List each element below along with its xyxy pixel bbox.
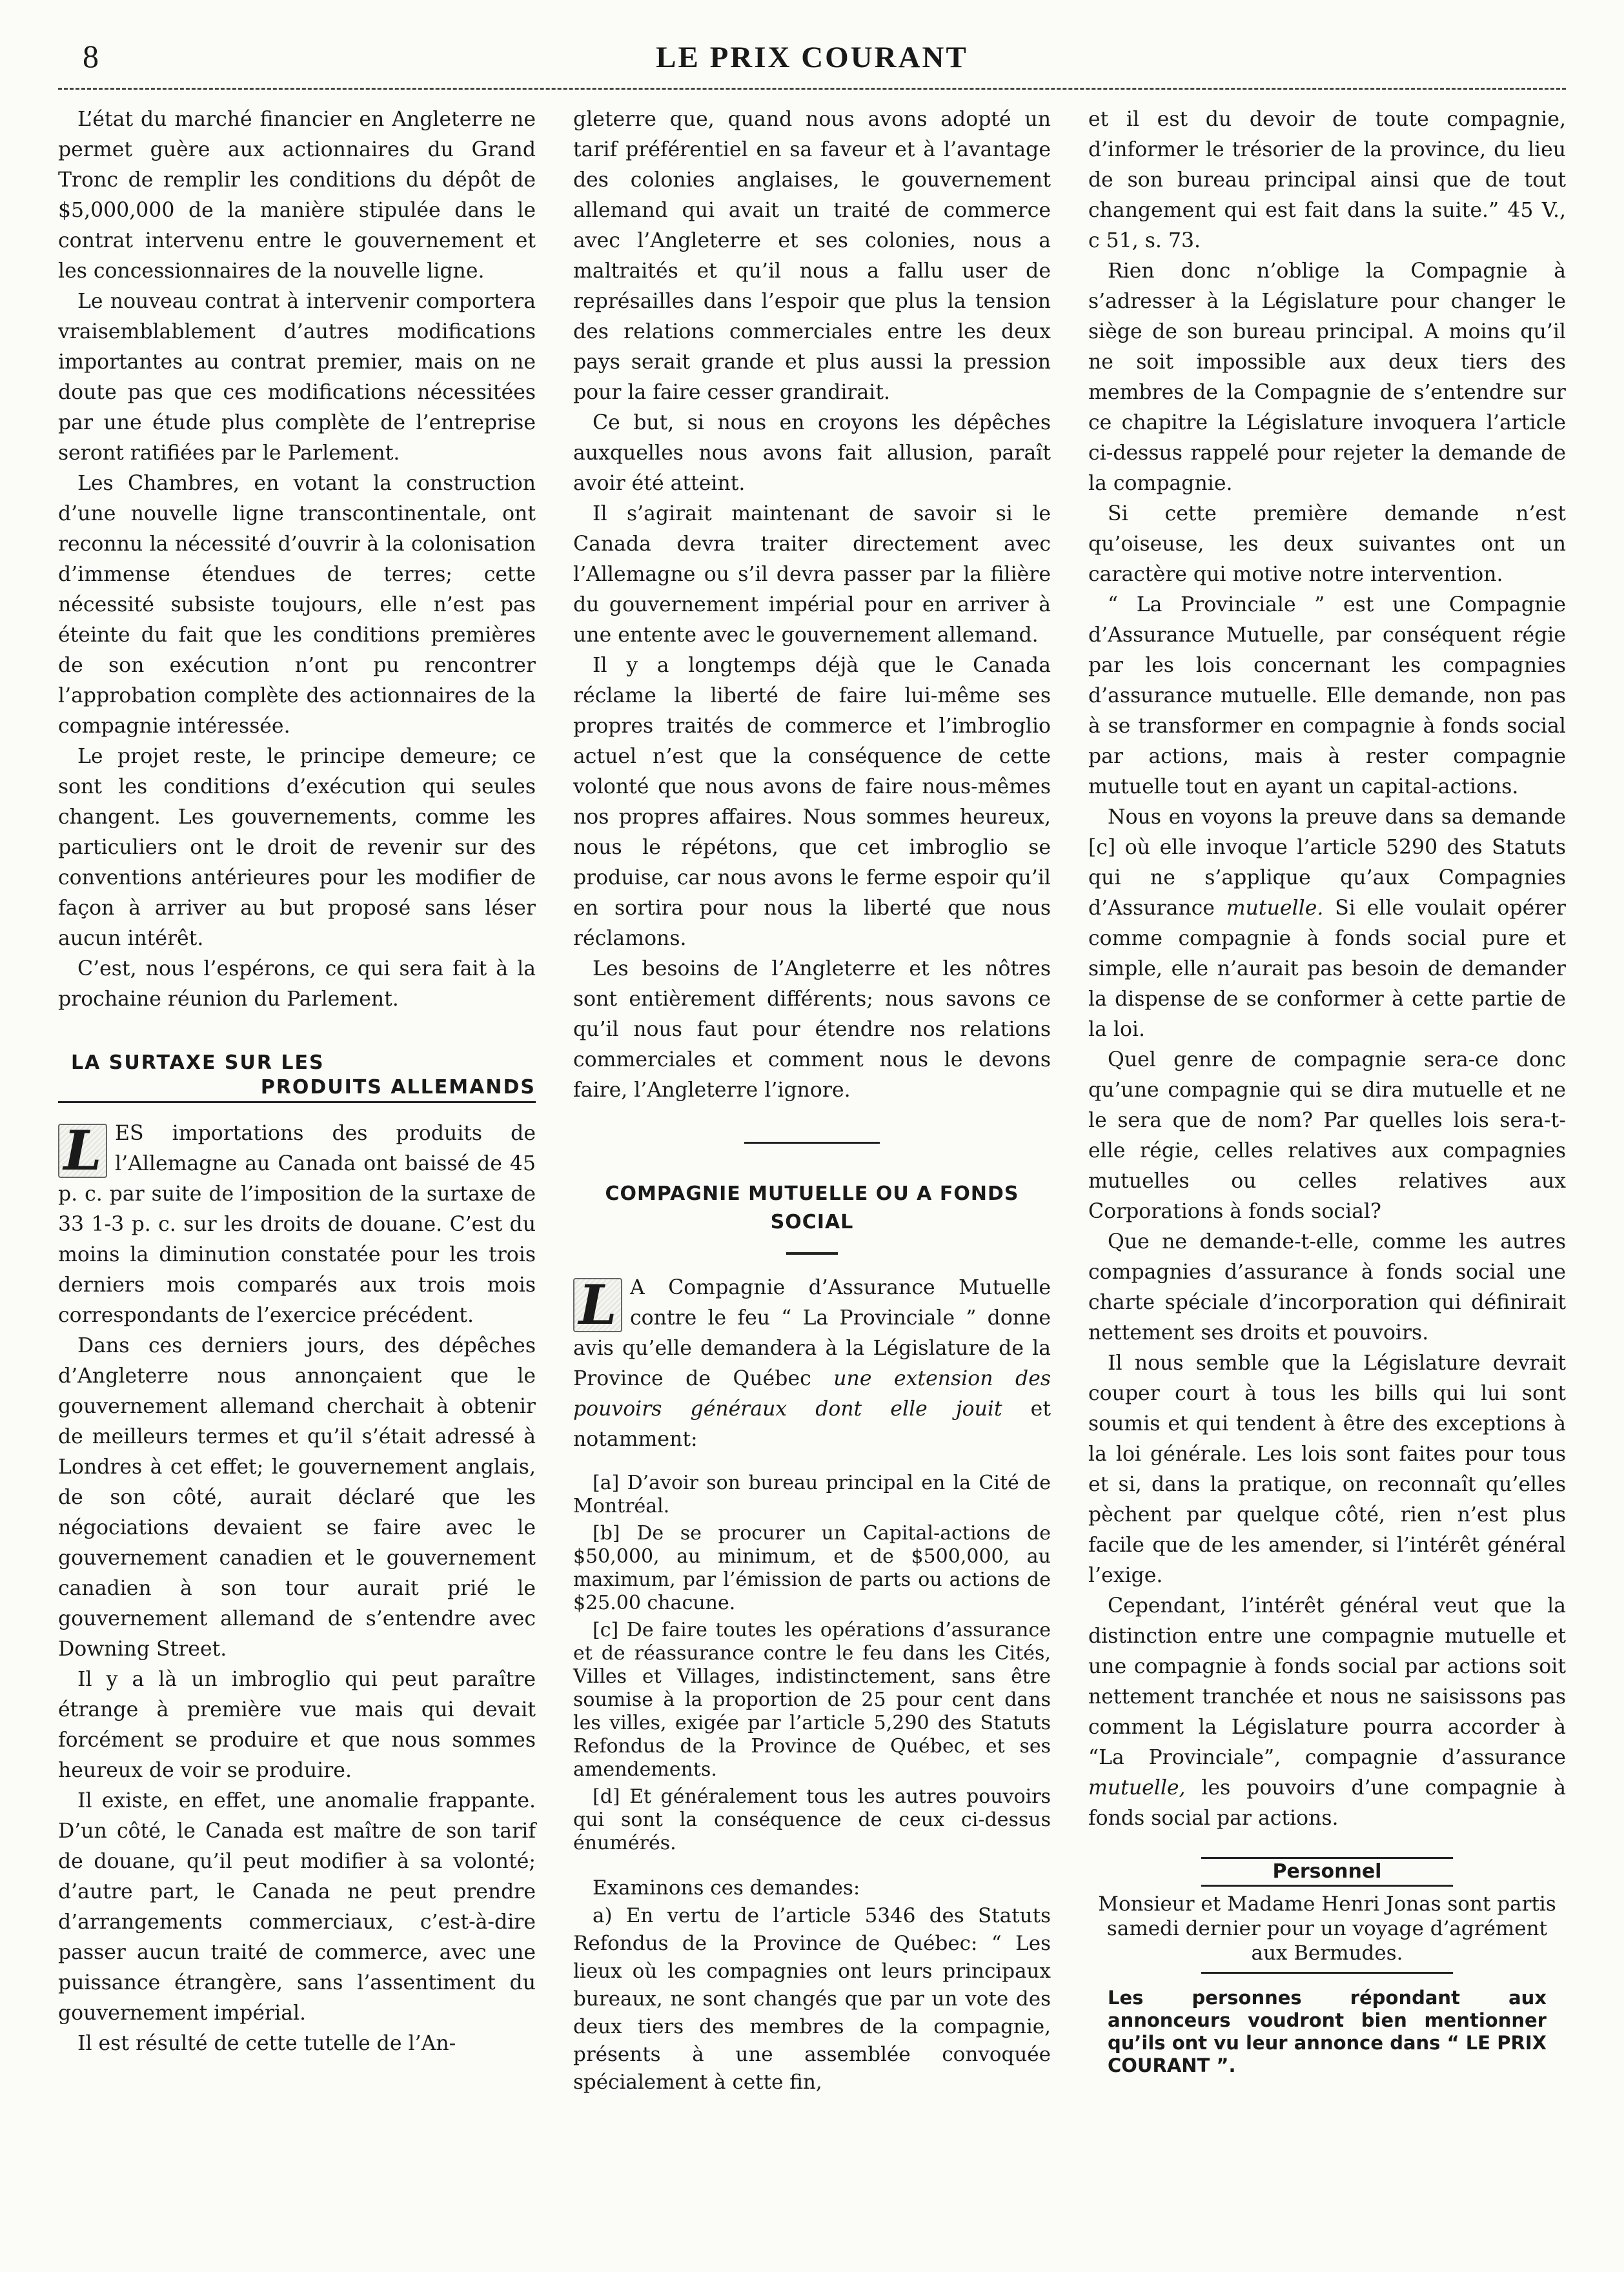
paragraph-text: Si elle voulait opérer comme compagnie à fonds social pure et simple, elle n’aurait pas besoin de demander la dispense de se conformer à cette partie de la loi.	[1088, 897, 1566, 1041]
page-number: 8	[83, 38, 99, 74]
paragraph-italic: mutuelle.	[1226, 897, 1324, 920]
paragraph: a) En vertu de l’article 5346 des Statuts Refondus de la Province de Québec: “ Les lieux où les compagnies ont leurs principaux bureaux, ne sont changés que par un vote des deux tiers des membres de la compagnie, présents à une assemblée convoquée spécialement à cette fin,	[573, 1904, 1051, 2094]
section-title-line: COMPAGNIE MUTUELLE OU A FONDS	[605, 1182, 1019, 1205]
paragraph: “ La Provinciale ” est une Compagnie d’Assurance Mutuelle, par conséquent régie par les lois concernant les compagnies d’assurance mutuelle. Elle demande, non pas à se transformer en compagnie à fonds social par actions, mais à rester compagnie mutuelle tout en ayant un capital-actions.	[1088, 593, 1566, 798]
drop-cap: L	[573, 1278, 622, 1332]
section-title-line: PRODUITS ALLEMANDS	[58, 1075, 536, 1103]
paragraph: Il y a là un imbroglio qui peut paraître étrange à première vue mais qui devait forcément se produire et que nous sommes heureux de voir se produire.	[58, 1668, 536, 1782]
paragraph: C’est, nous l’espérons, ce qui sera fait à la prochaine réunion du Parlement.	[58, 957, 536, 1011]
section-divider	[744, 1142, 880, 1144]
paragraph: Il nous semble que la Législature devrait couper court à tous les bills qui lui sont soumis et qui tendent à être des exceptions à la loi générale. Les lois sont faites pour tous et si, dans la pratique, on reconnaît qu’elles pèchent par quelque côté, rien n’est plus facile que de les amender, si l’intérêt général l’exige.	[1088, 1352, 1566, 1587]
paragraph: Quel genre de compagnie sera-ce donc qu’une compagnie qui se dira mutuelle et ne le sera que de nom? Par quelles lois sera-t-elle régie, celles relatives aux compagnies mutuelles ou celles relatives aux Corporations à fonds social?	[1088, 1048, 1566, 1223]
paragraph: Les Chambres, en votant la construction d’une nouvelle ligne transcontinentale, ont reconnu la nécessité d’ouvrir à la colonisation d’immense étendues de terres; cette nécessité subsiste toujours, elle n’est pas éteinte du fait que les conditions premières de son exécution n’ont pu rencontrer l’approbation complète des actionnaires de la compagnie intéressée.	[58, 472, 536, 738]
title-rule	[786, 1252, 838, 1255]
list-item: [d] Et généralement tous les autres pouvoirs qui sont la conséquence de ceux ci-dessus énumérés.	[573, 1785, 1051, 1854]
running-title: LE PRIX COURANT	[656, 41, 968, 74]
paragraph: Si cette première demande n’est qu’oiseuse, les deux suivantes ont un caractère qui motive notre intervention.	[1088, 502, 1566, 586]
section-title-line: LA SURTAXE SUR LES	[71, 1051, 325, 1074]
paragraph	[1088, 802, 1566, 1045]
header-rule	[58, 88, 1566, 90]
paragraph	[58, 1119, 536, 1331]
column-3	[1088, 105, 1566, 2077]
personnel-heading: Personnel	[1201, 1857, 1453, 1887]
advertiser-notice: Les personnes répondant aux annonceurs voudront bien mentionner qu’ils ont vu leur annonce dans “ LE PRIX COURANT ”.	[1108, 1987, 1547, 2076]
paragraph-text: Nous en voyons la preuve dans sa demande [c] où elle invoque l’article 5290 des Statuts qui ne s’applique qu’aux Compagnies d’Assurance	[1088, 806, 1566, 920]
paragraph-text: Cependant, l’intérêt général veut que la distinction entre une compagnie mutuelle et une compagnie à fonds social par actions soit nettement tranchée et nous ne saisissons pas comment la Législature pourra accorder à “La Provinciale”, compagnie d’assurance	[1088, 1594, 1566, 1769]
paragraph: gleterre que, quand nous avons adopté un tarif préférentiel en sa faveur et à l’avantage des colonies anglaises, le gouvernement allemand qui avait un traité de commerce avec l’Angleterre et ses colonies, nous a maltraités et qu’il nous a fallu user de représailles dans l’espoir que plus la tension des relations commerciales entre les deux pays serait grande et plus aussi la pression pour la faire cesser grandirait.	[573, 108, 1051, 404]
paragraph: Dans ces derniers jours, des dépêches d’Angleterre nous annonçaient que le gouvernement allemand cherchait à obtenir de meilleurs termes et qu’il s’était adressé à Londres à cet effet; le gouvernement anglais, de son côté, aurait déclaré que les négociations devaient se faire avec le gouvernement canadien et le gouvernement canadien à son tour aurait prié le gouvernement allemand de s’entendre avec Downing Street.	[58, 1334, 536, 1661]
paragraph: et il est du devoir de toute compagnie, d’informer le trésorier de la province, du lieu de son bureau principal ainsi que de tout changement qui est fait dans la suite.” 45 V., c 51, s. 73.	[1088, 108, 1566, 252]
list-item: [c] De faire toutes les opérations d’assurance et de réassurance contre le feu dans les Cités, Villes et Villages, indistinctement, sans être soumise à la proportion de 25 pour cent dans les villes, exigée par l’article 5,290 des Statuts Refondus de la Province de Québec, et ses amendements.	[573, 1619, 1051, 1781]
paragraph-text: et notamment:	[573, 1397, 1051, 1451]
paragraph-italic: une extension des pouvoirs généraux dont elle jouit	[573, 1367, 1051, 1421]
paragraph: Rien donc n’oblige la Compagnie à s’adresser à la Législature pour changer le siège de son bureau principal. A moins qu’il ne soit impossible aux deux tiers des membres de la Compagnie de s’entendre sur ce chapitre la Législature invoquera l’article ci-dessus rappelé pour rejeter la demande de la compagnie.	[1088, 259, 1566, 495]
personnel-notice: Monsieur et Madame Henri Jonas sont partis samedi dernier pour un voyage d’agrément aux Bermudes.	[1098, 1892, 1556, 1965]
paragraph: Le projet reste, le principe demeure; ce sont les conditions d’exécution qui seules changent. Les gouvernements, comme les particuliers ont le droit de revenir sur des conventions antérieures pour les modifier de façon à arriver au but proposé sans léser aucun intérêt.	[58, 745, 536, 950]
paragraph	[1088, 1591, 1566, 1834]
paragraph-text: ES importations des produits de l’Allemagne au Canada ont baissé de 45 p. c. par suite de l’imposition de la surtaxe de 33 1-3 p. c. sur les droits de douane. C’est du moins la diminution constatée pour les trois derniers mois comparés aux trois mois correspondants de l’exercice précédent.	[58, 1122, 536, 1327]
section-title-compagnie	[573, 1180, 1051, 1237]
notice-rule	[1201, 1972, 1453, 1974]
paragraph: Il est résulté de cette tutelle de l’An-	[77, 2032, 456, 2055]
drop-cap: L	[58, 1124, 107, 1178]
column-2	[573, 105, 1051, 2096]
paragraph-text: A Compagnie d’Assurance Mutuelle contre le feu “ La Provinciale ” donne avis qu’elle demandera à la Législature de la Province de Québec	[573, 1276, 1051, 1390]
paragraph: Ce but, si nous en croyons les dépêches auxquelles nous avons fait allusion, paraît avoir été atteint.	[573, 411, 1051, 495]
section-title-line: SOCIAL	[770, 1211, 854, 1233]
paragraph: Le nouveau contrat à intervenir comportera vraisemblablement d’autres modifications importantes au contrat premier, mais on ne doute pas que ces modifications nécessitées par une étude plus complète de l’entreprise seront ratifiées par le Parlement.	[58, 290, 536, 465]
paragraph: Il s’agirait maintenant de savoir si le Canada devra traiter directement avec l’Allemagne ou s’il devra passer par la filière du gouvernement impérial pour en arriver à une entente avec le gouvernement allemand.	[573, 502, 1051, 647]
paragraph: Examinons ces demandes:	[593, 1876, 860, 1900]
paragraph	[573, 1273, 1051, 1455]
paragraph-italic: mutuelle,	[1088, 1776, 1186, 1800]
column-1	[58, 105, 536, 2059]
paragraph-text: les pouvoirs d’une compagnie à fonds social par actions.	[1088, 1776, 1566, 1830]
paragraph: Il y a longtemps déjà que le Canada réclame la liberté de faire lui-même ses propres traités de commerce et l’imbroglio actuel n’est que la conséquence de cette volonté que nous avons de faire nous-mêmes nos propres affaires. Nous sommes heureux, nous le répétons, que cet imbroglio se produise, car nous avons le ferme espoir qu’il en sortira pour nous la liberté que nous réclamons.	[573, 654, 1051, 950]
paragraph: Que ne demande-t-elle, comme les autres compagnies d’assurance à fonds social une charte spéciale d’incorporation qui définirait nettement ses droits et pouvoirs.	[1088, 1230, 1566, 1344]
paragraph: Il existe, en effet, une anomalie frappante. D’un côté, le Canada est maître de son tarif de douane, qu’il peut modifier à sa volonté; d’autre part, le Canada ne peut prendre d’arrangements commerciaux, c’est-à-dire passer aucun traité de commerce, avec une puissance étrangère, sans l’assentiment du gouvernement impérial.	[58, 1789, 536, 2025]
section-title-surtaxe	[58, 1051, 536, 1103]
paragraph: L’état du marché financier en Angleterre ne permet guère aux actionnaires du Grand Tronc de remplir les conditions du dépôt de $5,000,000 de la manière stipulée dans le contrat intervenu entre le gouvernement et les concessionnaires de la nouvelle ligne.	[58, 108, 536, 283]
list-item: [b] De se procurer un Capital-actions de $50,000, au minimum, et de $500,000, au maximum, par l’émission de parts ou actions de $25.00 chacune.	[573, 1522, 1051, 1614]
paragraph: Les besoins de l’Angleterre et les nôtres sont entièrement différents; nous savons ce qu’il nous faut pour étendre nos relations commerciales et comment nous le devons faire, l’Angleterre l’ignore.	[573, 957, 1051, 1102]
list-item: [a] D’avoir son bureau principal en la Cité de Montréal.	[573, 1472, 1051, 1517]
